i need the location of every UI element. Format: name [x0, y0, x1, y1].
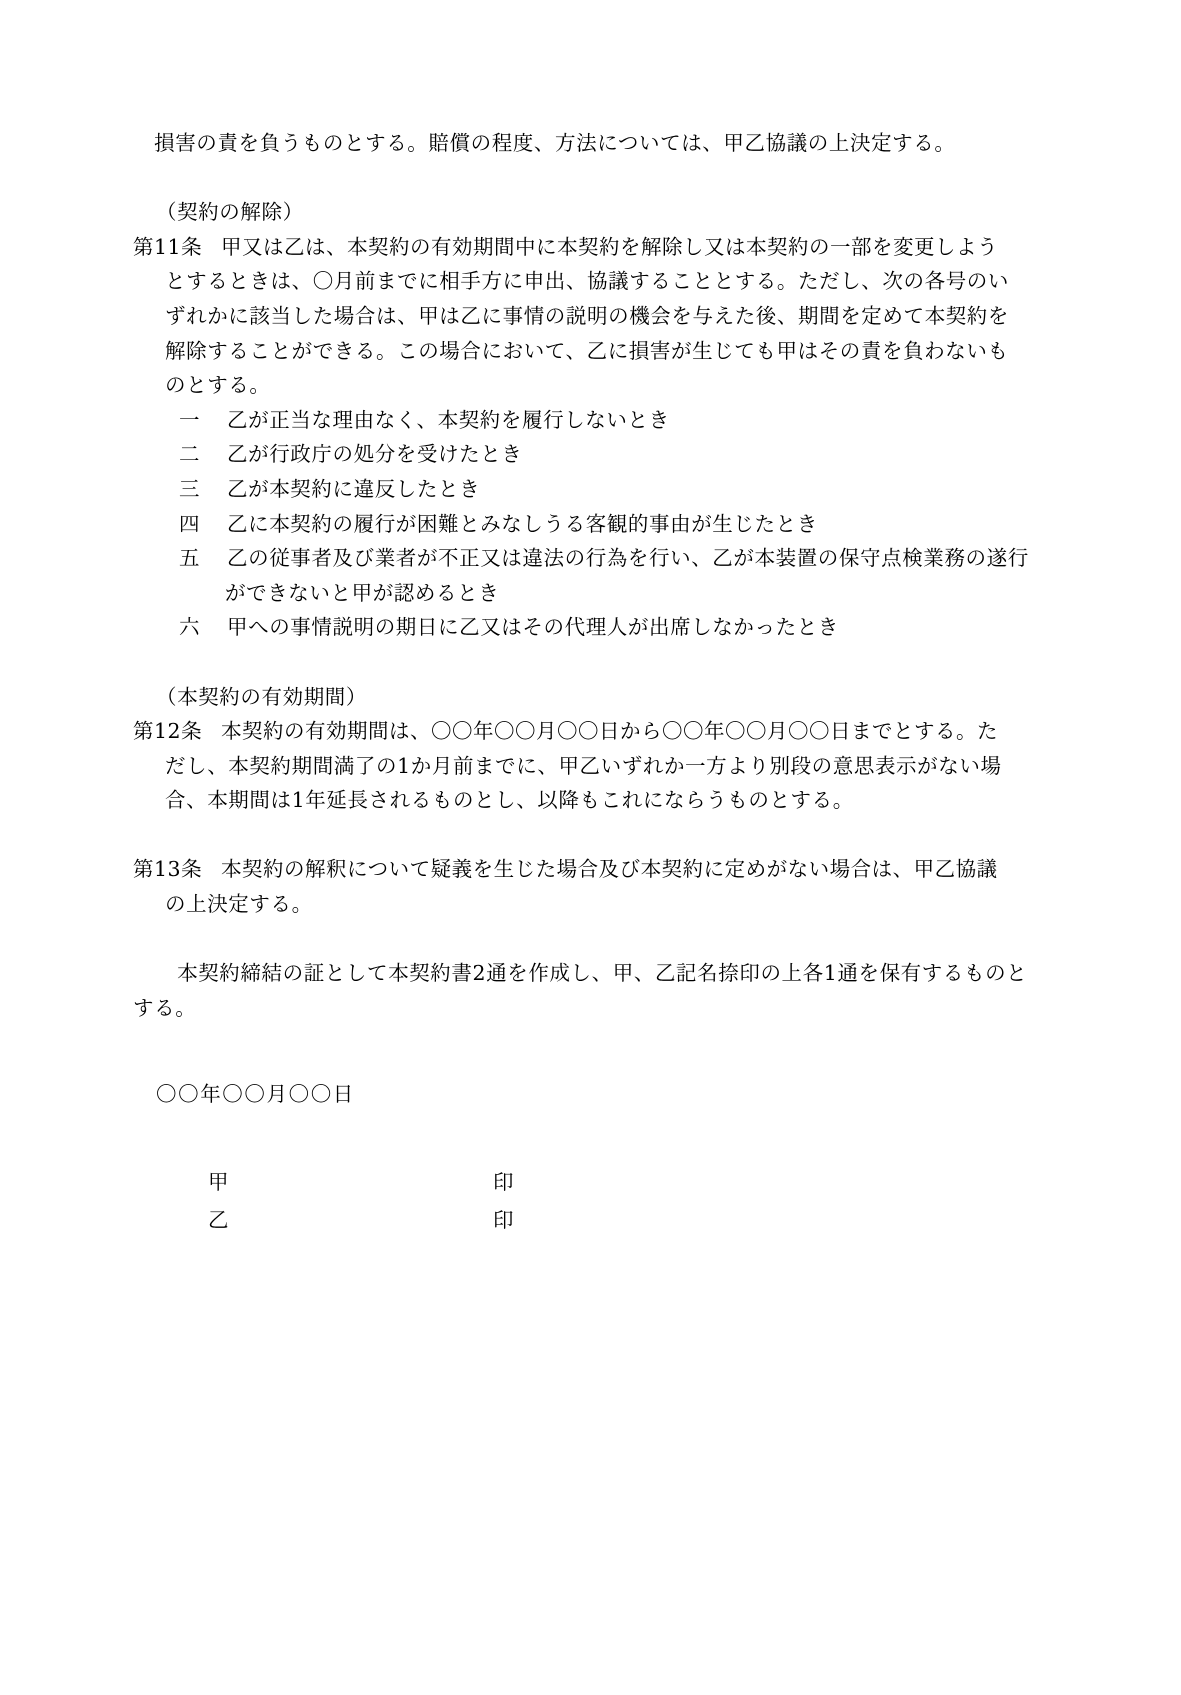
list-item-marker: 六	[179, 615, 201, 640]
list-item-text: 乙に本契約の履行が困難とみなしうる客観的事由が生じたとき	[227, 511, 818, 536]
list-item	[133, 541, 1033, 576]
article12-number: 第12条	[133, 719, 203, 744]
article12-heading: （本契約の有効期間）	[156, 684, 367, 709]
article11-line-4: 解除することができる。この場合において、乙に損害が生じても甲はその責を負わないも	[165, 338, 1009, 363]
signature-row-ko	[173, 1163, 1033, 1201]
list-item-text: 乙の従事者及び業者が不正又は違法の行為を行い、乙が本装置の保守点検業務の遂行	[227, 546, 1029, 571]
date-line: 〇〇年〇〇月〇〇日	[156, 1082, 355, 1107]
article11-line-2: とするときは、〇月前までに相手方に申出、協議することとする。ただし、次の各号のい	[165, 269, 1009, 294]
list-item-marker: 三	[179, 476, 201, 501]
list-item-marker: 四	[179, 511, 201, 536]
article12-first-line	[133, 714, 1033, 749]
list-item	[133, 472, 1033, 507]
spacer	[133, 1146, 1033, 1163]
article12-line-1: 本契約の有効期間は、〇〇年〇〇月〇〇日から〇〇年〇〇月〇〇日までとする。た	[221, 719, 998, 744]
list-item	[133, 437, 1033, 472]
signature-party-label: 乙	[208, 1208, 229, 1233]
list-item	[133, 610, 1033, 645]
list-item	[133, 403, 1033, 438]
list-item-continuation: ができないと甲が認めるとき	[225, 580, 500, 605]
list-item	[133, 507, 1033, 542]
document-body	[133, 126, 1033, 1239]
list-item-marker: 一	[179, 407, 201, 432]
article11-line-3: ずれかに該当した場合は、甲は乙に事情の説明の機会を与えた後、期間を定めて本契約を	[165, 303, 1009, 328]
article13-line-2: の上決定する。	[165, 892, 313, 917]
list-item-text: 甲への事情説明の期日に乙又はその代理人が出席しなかったとき	[227, 615, 839, 640]
closing-paragraph-line-2: する。	[133, 995, 197, 1020]
article13-first-line	[133, 852, 1033, 887]
article11-heading: （契約の解除）	[156, 200, 304, 225]
spacer	[133, 161, 1033, 196]
seal-marker: 印	[493, 1170, 514, 1195]
signature-block	[133, 1163, 1033, 1239]
closing-paragraph-line-1: 本契約締結の証として本契約書2通を作成し、甲、乙記名捺印の上各1通を保有するものと	[156, 961, 1028, 986]
article12-line-3: 合、本期間は1年延長されるものとし、以降もこれにならうものとする。	[165, 788, 854, 813]
seal-marker: 印	[493, 1208, 514, 1233]
article11-number: 第11条	[133, 234, 203, 259]
article13-number: 第13条	[133, 857, 203, 882]
article12-line-2: だし、本契約期間満了の1か月前までに、甲乙いずれか一方より別段の意思表示がない場	[165, 753, 1002, 778]
article13-line-1: 本契約の解釈について疑義を生じた場合及び本契約に定めがない場合は、甲乙協議	[221, 857, 998, 882]
signature-party-label: 甲	[208, 1170, 229, 1195]
spacer	[133, 1025, 1033, 1060]
list-item-text: 乙が本契約に違反したとき	[227, 476, 481, 501]
spacer	[133, 1060, 1033, 1077]
article11-first-line	[133, 230, 1033, 265]
spacer	[133, 922, 1033, 957]
list-item-text: 乙が正当な理由なく、本契約を履行しないとき	[227, 407, 670, 432]
spacer	[133, 645, 1033, 680]
spacer	[133, 1112, 1033, 1147]
spacer	[133, 818, 1033, 853]
list-item-text: 乙が行政庁の処分を受けたとき	[227, 442, 523, 467]
signature-row-otsu	[173, 1201, 1033, 1239]
article11-line-5: のとする。	[165, 373, 271, 398]
opening-paragraph-line-1: 損害の責を負うものとする。賠償の程度、方法については、甲乙協議の上決定する。	[133, 131, 956, 155]
article11-line-1: 甲又は乙は、本契約の有効期間中に本契約を解除し又は本契約の一部を変更しよう	[221, 234, 998, 259]
list-item-marker: 二	[179, 442, 201, 467]
list-item-marker: 五	[179, 546, 201, 571]
